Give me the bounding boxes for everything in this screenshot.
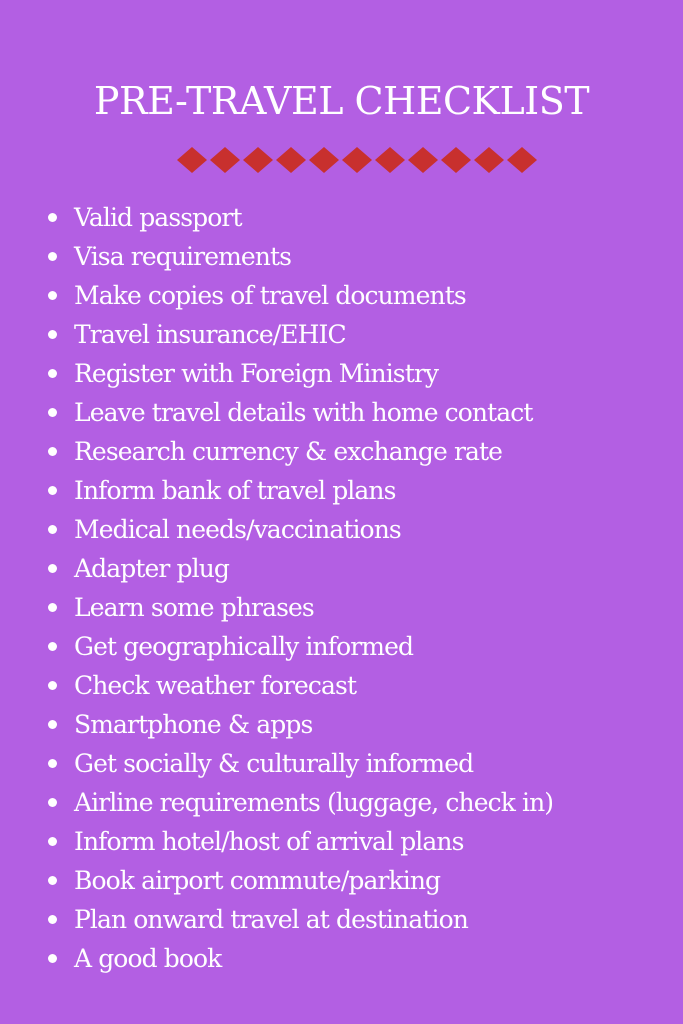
bullet-icon <box>48 213 57 222</box>
list-item-label: Airline requirements (luggage, check in) <box>74 788 554 817</box>
list-item <box>0 471 683 510</box>
bullet-icon <box>48 330 57 339</box>
list-item-label: Plan onward travel at destination <box>74 905 468 934</box>
list-item <box>0 549 683 588</box>
list-item <box>0 588 683 627</box>
bullet-icon <box>48 681 57 690</box>
list-item <box>0 861 683 900</box>
list-item-label: Leave travel details with home contact <box>74 398 533 427</box>
bullet-icon <box>48 603 57 612</box>
list-item <box>0 900 683 939</box>
list-item-label: Get geographically informed <box>74 632 414 661</box>
bullet-icon <box>48 876 57 885</box>
bullet-icon <box>48 447 57 456</box>
diamond-divider <box>176 146 538 174</box>
diamond-icon <box>507 147 537 173</box>
bullet-icon <box>48 720 57 729</box>
bullet-icon <box>48 564 57 573</box>
bullet-icon <box>48 915 57 924</box>
list-item <box>0 627 683 666</box>
list-item-label: Valid passport <box>74 203 242 232</box>
list-item-label: A good book <box>74 944 222 973</box>
diamond-icon <box>342 147 372 173</box>
diamond-icon <box>408 147 438 173</box>
list-item <box>0 666 683 705</box>
bullet-icon <box>48 525 57 534</box>
list-item-label: Check weather forecast <box>74 671 357 700</box>
bullet-icon <box>48 369 57 378</box>
list-item <box>0 822 683 861</box>
list-item <box>0 432 683 471</box>
list-item-label: Travel insurance/EHIC <box>74 320 346 349</box>
list-item-label: Inform bank of travel plans <box>74 476 396 505</box>
list-item <box>0 198 683 237</box>
diamond-icon <box>177 147 207 173</box>
bullet-icon <box>48 642 57 651</box>
diamond-icon <box>309 147 339 173</box>
list-item-label: Research currency & exchange rate <box>74 437 503 466</box>
list-item <box>0 393 683 432</box>
list-item <box>0 744 683 783</box>
diamond-icon <box>243 147 273 173</box>
diamond-icon <box>276 147 306 173</box>
list-item <box>0 510 683 549</box>
list-item-label: Get socially & culturally informed <box>74 749 474 778</box>
list-item-label: Book airport commute/parking <box>74 866 441 895</box>
list-item-label: Make copies of travel documents <box>74 281 466 310</box>
bullet-icon <box>48 408 57 417</box>
list-item <box>0 939 683 978</box>
bullet-icon <box>48 486 57 495</box>
diamond-icon <box>441 147 471 173</box>
bullet-icon <box>48 837 57 846</box>
bullet-icon <box>48 252 57 261</box>
list-item-label: Inform hotel/host of arrival plans <box>74 827 464 856</box>
list-item <box>0 705 683 744</box>
checklist <box>0 198 683 978</box>
diamond-icon <box>474 147 504 173</box>
bullet-icon <box>48 798 57 807</box>
list-item <box>0 354 683 393</box>
list-item-label: Visa requirements <box>74 242 292 271</box>
list-item <box>0 783 683 822</box>
list-item <box>0 237 683 276</box>
list-item <box>0 276 683 315</box>
diamond-icon <box>210 147 240 173</box>
diamond-icon <box>375 147 405 173</box>
list-item-label: Learn some phrases <box>74 593 314 622</box>
list-item-label: Adapter plug <box>74 554 230 583</box>
bullet-icon <box>48 759 57 768</box>
list-item <box>0 315 683 354</box>
page-title: PRE-TRAVEL CHECKLIST <box>93 79 590 123</box>
bullet-icon <box>48 291 57 300</box>
list-item-label: Medical needs/vaccinations <box>74 515 401 544</box>
bullet-icon <box>48 954 57 963</box>
list-item-label: Smartphone & apps <box>74 710 313 739</box>
list-item-label: Register with Foreign Ministry <box>74 359 439 388</box>
